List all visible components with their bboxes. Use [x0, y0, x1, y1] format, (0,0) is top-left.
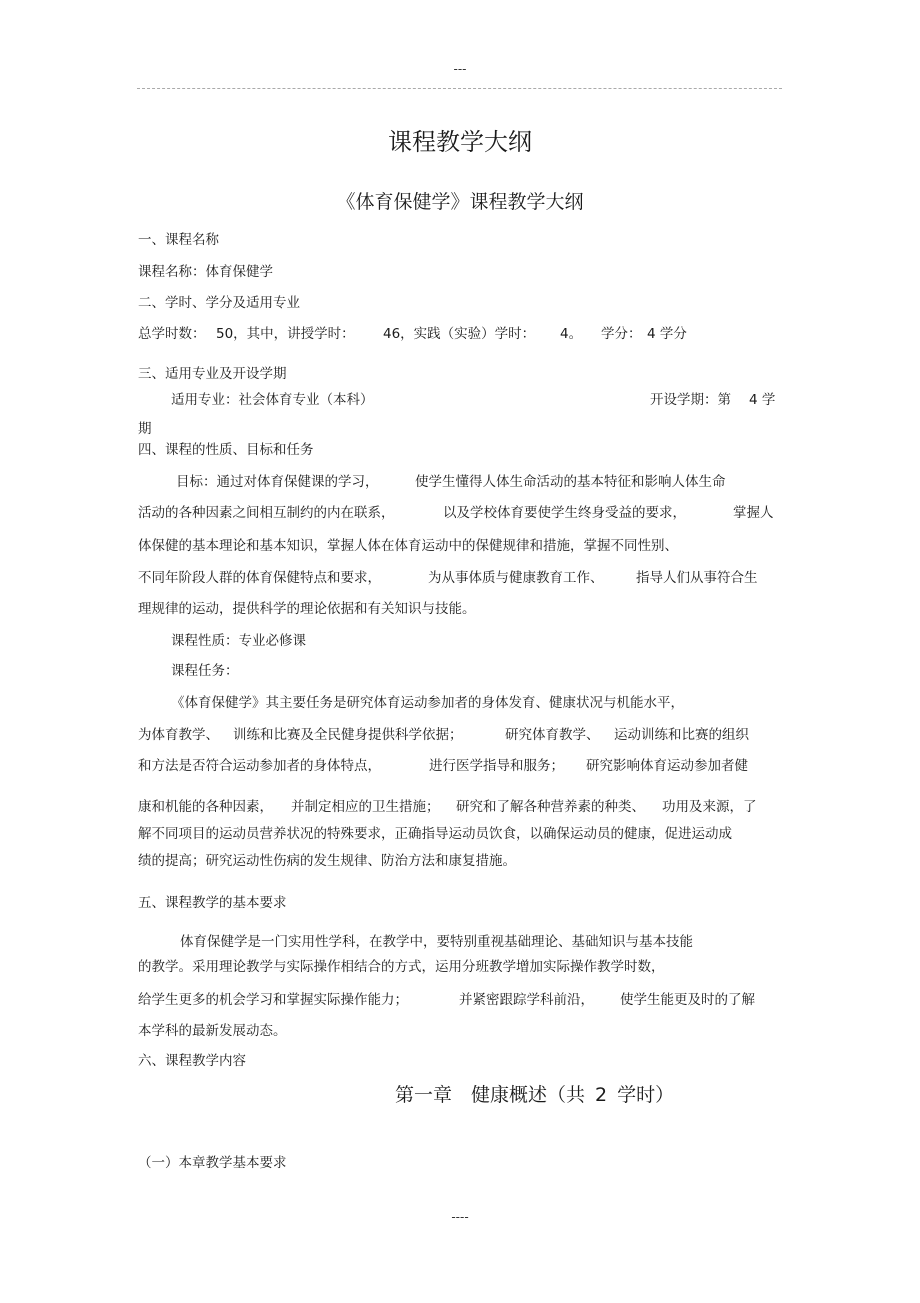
section-1-heading: 一、课程名称	[138, 232, 219, 248]
course-title: 《体育保健学》课程教学大纲	[336, 191, 584, 213]
hours-practice: 46，实践（实验）学时：	[383, 326, 536, 342]
task-line-2d: 运动训练和比赛的组织	[614, 727, 749, 743]
req-line-2: 的教学。采用理论教学与实际操作相结合的方式，运用分班教学增加实际操作教学时数，	[138, 959, 665, 975]
task-line-2c: 研究体育教学、	[505, 727, 600, 743]
goal-line-4a: 不同年阶段人群的体育保健特点和要求，	[138, 570, 381, 586]
req-line-1: 体育保健学是一门实用性学科，在教学中，要特别重视基础理论、基础知识与基本技能	[180, 934, 693, 950]
section-4-heading: 四、课程的性质、目标和任务	[138, 442, 314, 458]
task-line-4c: 研究和了解各种营养素的种类、	[456, 799, 645, 815]
goal-line-5: 理规律的运动，提供科学的理论依据和有关知识与技能。	[138, 601, 476, 617]
hours-lecture: 50，其中，讲授学时：	[216, 326, 355, 342]
goal-line-1a: 目标：通过对体育保健课的学习，	[176, 474, 379, 490]
section-6-heading: 六、课程教学内容	[138, 1053, 246, 1069]
document-title: 课程教学大纲	[388, 128, 532, 156]
chapter-1-title: 第一章 健康概述（共 2 学时）	[395, 1084, 675, 1106]
section-5-heading: 五、课程教学的基本要求	[138, 895, 287, 911]
goal-line-4b: 为从事体质与健康教育工作、	[428, 570, 604, 586]
header-divider	[137, 88, 782, 89]
major-line: 适用专业：社会体育专业（本科）	[171, 392, 374, 408]
hours-total-label: 总学时数：	[138, 326, 206, 342]
section-2-heading: 二、学时、学分及适用专业	[138, 295, 300, 311]
goal-line-3: 体保健的基本理论和基本知识，掌握人体在体育运动中的保健规律和措施，掌握不同性别、	[138, 538, 678, 554]
term-label: 开设学期：第	[650, 392, 731, 408]
task-line-6: 绩的提高；研究运动性伤病的发生规律、防治方法和康复措施。	[138, 853, 516, 869]
goal-line-2b: 以及学校体育要使学生终身受益的要求，	[443, 505, 686, 521]
term-wrap: 期	[138, 421, 152, 437]
task-line-4a: 康和机能的各种因素，	[138, 799, 273, 815]
task-line-4b: 并制定相应的卫生措施；	[291, 799, 440, 815]
goal-line-1b: 使学生懂得人体生命活动的基本特征和影响人体生命	[415, 474, 726, 490]
hours-practice-value: 4。	[560, 326, 583, 342]
req-line-3a: 给学生更多的机会学习和掌握实际操作能力；	[138, 992, 408, 1008]
task-line-5: 解不同项目的运动员营养状况的特殊要求，正确指导运动员饮食，以确保运动员的健康，促进运动成	[138, 826, 732, 842]
req-line-3c: 使学生能更及时的了解	[620, 992, 755, 1008]
credit-value: 4 学分	[647, 326, 687, 342]
task-line-3c: 研究影响体育运动参加者健	[586, 758, 748, 774]
req-line-3b: 并紧密跟踪学科前沿，	[459, 992, 594, 1008]
task-line-3a: 和方法是否符合运动参加者的身体特点，	[138, 758, 381, 774]
credit-label: 学分：	[601, 326, 642, 342]
task-line-1: 《体育保健学》其主要任务是研究体育运动参加者的身体发育、健康状况与机能水平，	[171, 695, 684, 711]
goal-line-4c: 指导人们从事符合生	[636, 570, 758, 586]
header-mark: ---	[453, 62, 467, 76]
term-value: 4 学	[749, 392, 776, 408]
course-nature: 课程性质：专业必修课	[171, 633, 306, 649]
goal-line-2a: 活动的各种因素之间相互制约的内在联系，	[138, 505, 395, 521]
goal-line-2c: 掌握人	[733, 505, 774, 521]
footer-mark: ----	[451, 1210, 469, 1224]
req-line-4: 本学科的最新发展动态。	[138, 1023, 287, 1039]
section-3-heading: 三、适用专业及开设学期	[138, 366, 287, 382]
chapter-1-subheading: （一）本章教学基本要求	[138, 1155, 287, 1171]
course-name-line: 课程名称：体育保健学	[138, 264, 273, 280]
task-label: 课程任务：	[171, 663, 239, 679]
task-line-2b: 训练和比赛及全民健身提供科学依据；	[233, 727, 463, 743]
task-line-4d: 功用及来源，了	[662, 799, 757, 815]
task-line-2a: 为体育教学、	[138, 727, 219, 743]
task-line-3b: 进行医学指导和服务；	[429, 758, 564, 774]
